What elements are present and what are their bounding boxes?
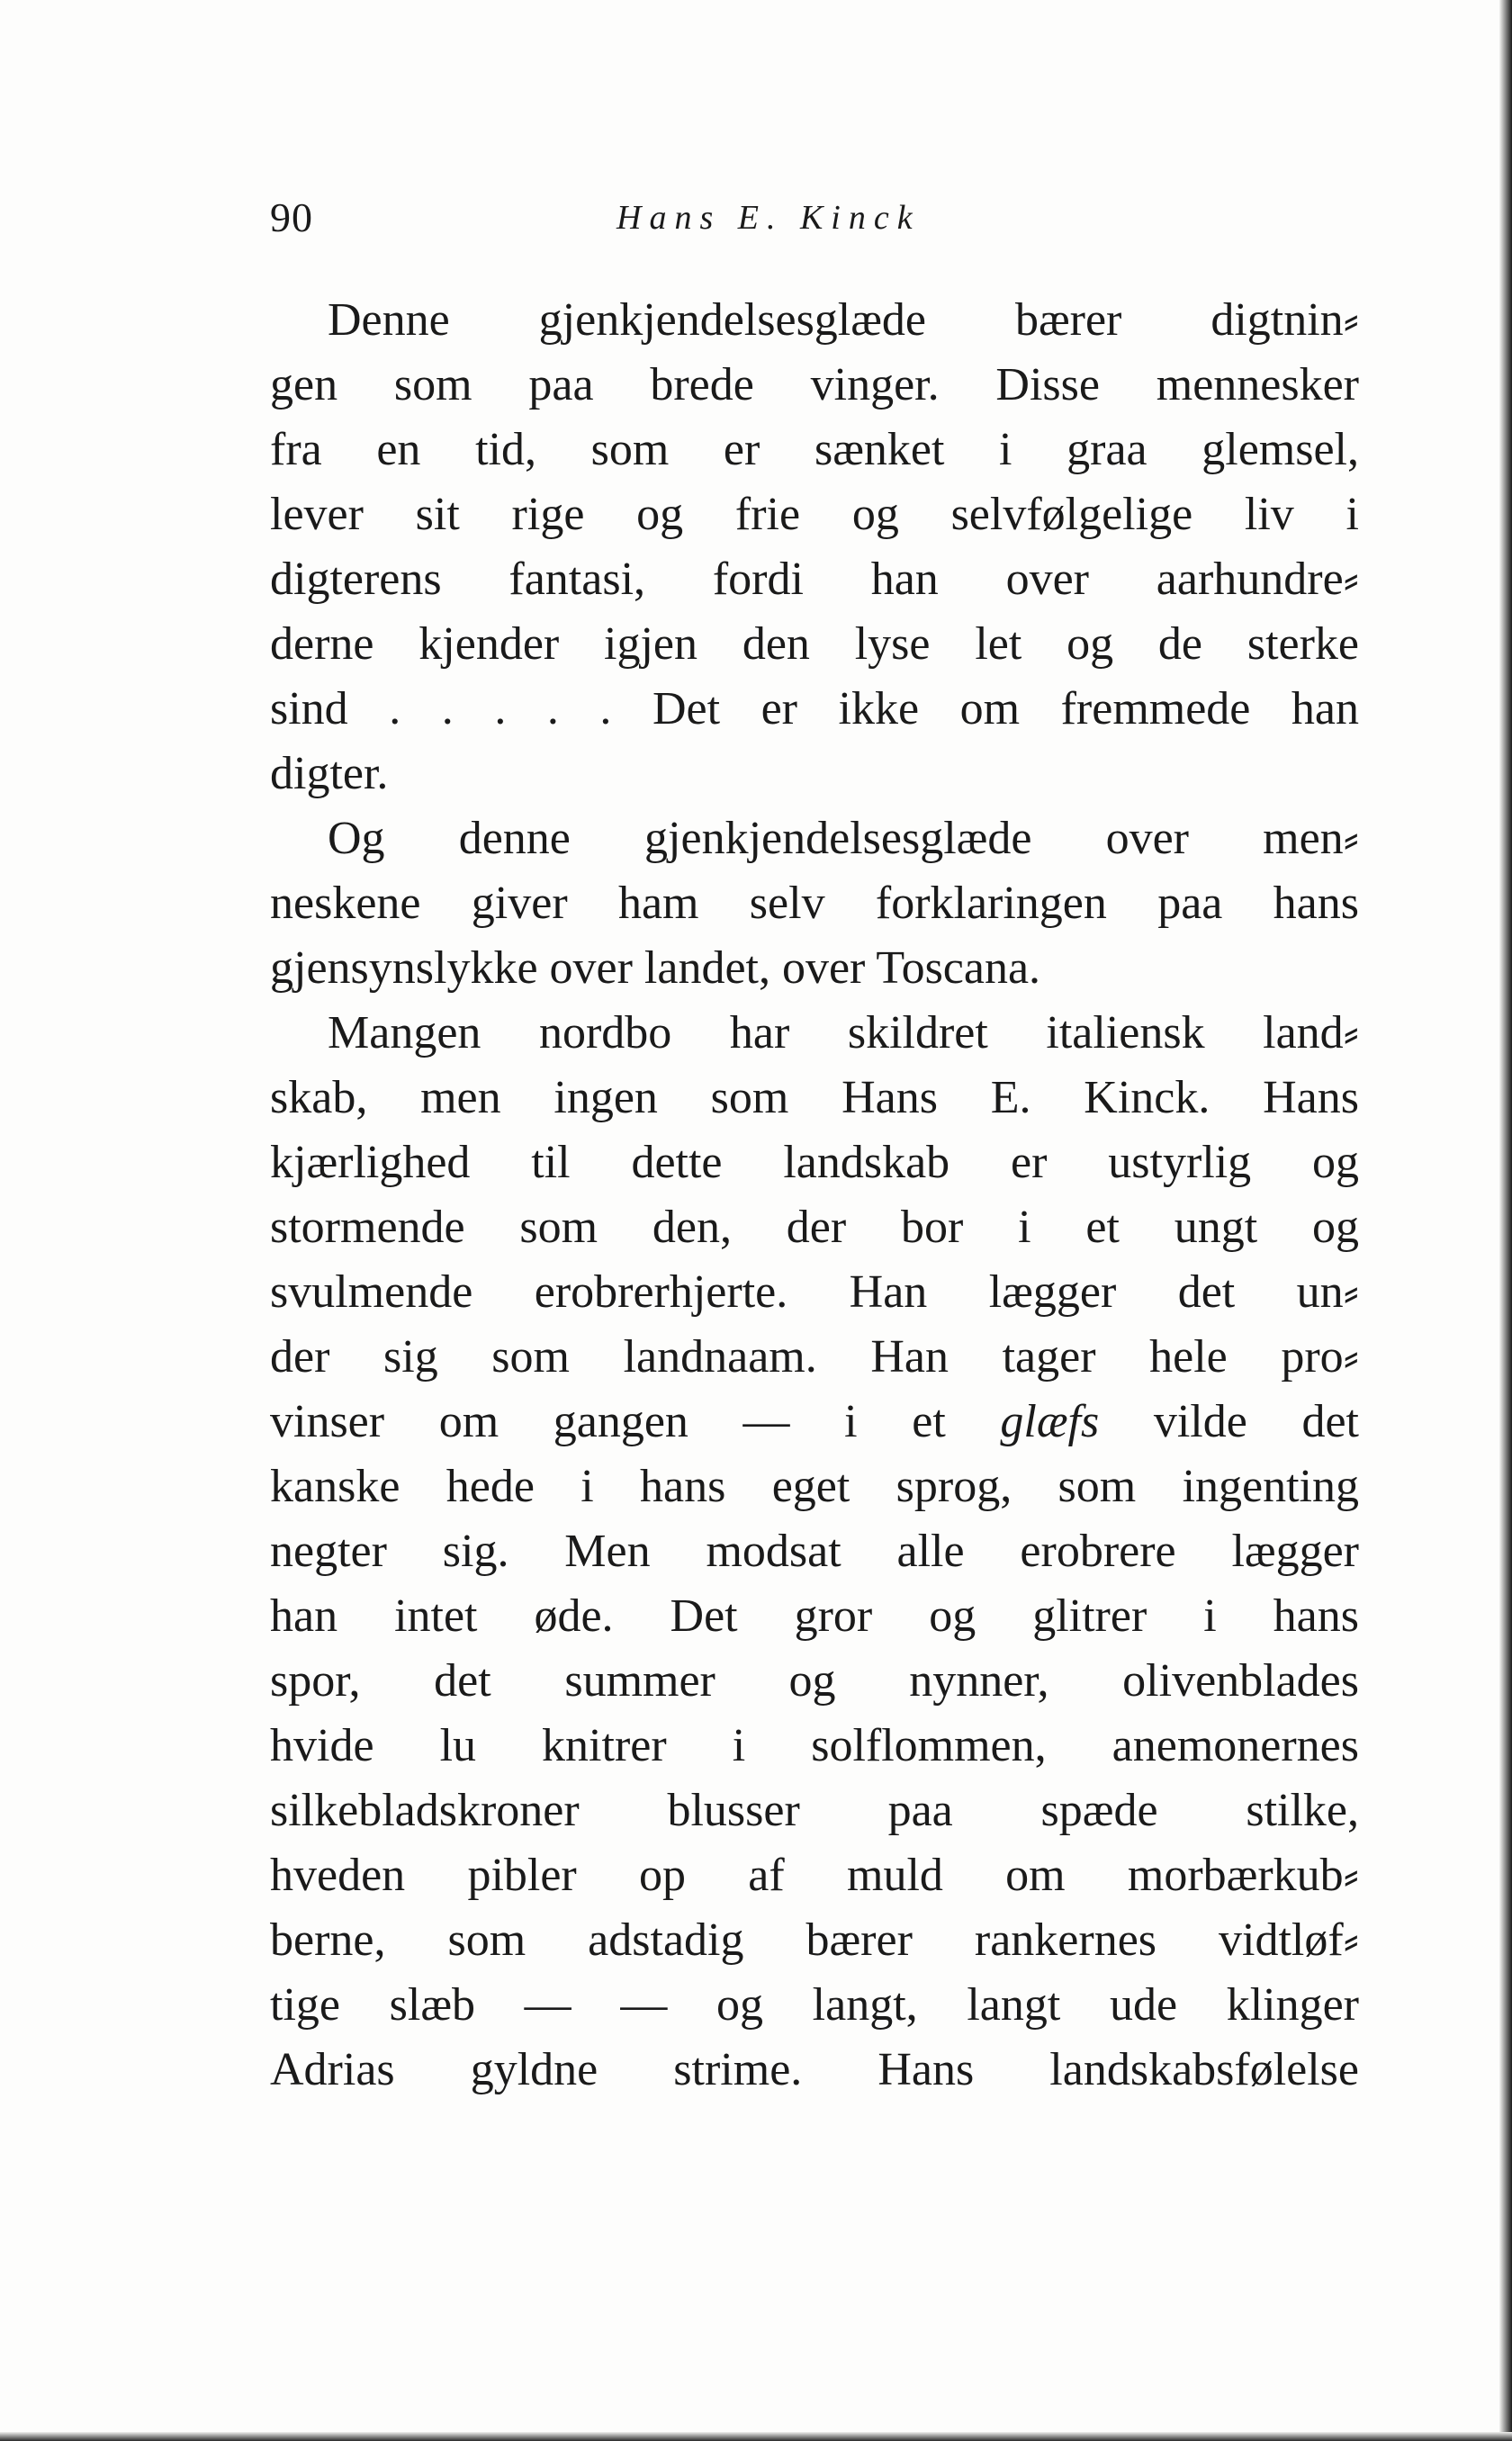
text-line: Mangen nordbo har skildret italiensk land⸗ (328, 1007, 1359, 1058)
text-line: kanske hede i hans eget sprog, som ingenting (270, 1461, 1359, 1512)
text-line: Denne gjenkjendelsesglæde bærer digtnin⸗ (328, 294, 1359, 346)
text-line: vinser om gangen — i et glæfs vilde det (270, 1396, 1359, 1447)
text-line: lever sit rige og frie og selvfølgelige liv i (270, 489, 1359, 540)
text-line: gen som paa brede vinger. Disse mennesker (270, 359, 1359, 410)
text-line: negter sig. Men modsat alle erobrere lægger (270, 1526, 1359, 1577)
text-line: stormende som den, der bor i et ungt og (270, 1202, 1359, 1253)
text-line: gjensynslykke over landet, over Toscana. (270, 942, 1041, 994)
text-line: Adrias gyldne strime. Hans landskabsfølelse (270, 2044, 1359, 2095)
text-line: digterens fantasi, fordi han over aarhundre⸗ (270, 554, 1359, 605)
text-line: hveden pibler op af muld om morbærkub⸗ (270, 1850, 1359, 1901)
text-line: han intet øde. Det gror og glitrer i hans (270, 1590, 1359, 1642)
text-line: spor, det summer og nynner, olivenblades (270, 1655, 1359, 1707)
body-text (270, 288, 1359, 2103)
text-line: skab, men ingen som Hans E. Kinck. Hans (270, 1072, 1359, 1123)
text-line: berne, som adstadig bærer rankernes vidtløf⸗ (270, 1914, 1359, 1966)
text-line: kjærlighed til dette landskab er ustyrlig og (270, 1137, 1359, 1188)
text-line: hvide lu knitrer i solflommen, anemonernes (270, 1720, 1359, 1771)
text-line: silkebladskroner blusser paa spæde stilke, (270, 1785, 1359, 1836)
text-line: neskene giver ham selv forklaringen paa hans (270, 878, 1359, 929)
italic-word: glæfs (1000, 1396, 1100, 1447)
text-line: digter. (270, 748, 389, 799)
page-bottom-edge (0, 2432, 1512, 2441)
running-head: Hans E. Kinck (616, 199, 921, 237)
page-number: 90 (270, 194, 313, 240)
text-line: der sig som landnaam. Han tager hele pro⸗ (270, 1331, 1359, 1383)
text-line: fra en tid, som er sænket i graa glemsel, (270, 424, 1359, 475)
text-line: tige slæb — — og langt, langt ude klinger (270, 1979, 1359, 2031)
page-edge-shadow (1499, 0, 1512, 2441)
text-line: derne kjender igjen den lyse let og de sterke (270, 618, 1359, 670)
text-line: Og denne gjenkjendelsesglæde over men⸗ (328, 813, 1359, 864)
text-line: svulmende erobrerhjerte. Han lægger det un⸗ (270, 1266, 1359, 1318)
text-line: sind . . . . . Det er ikke om fremmede han (270, 683, 1359, 734)
page-header (270, 191, 1359, 245)
